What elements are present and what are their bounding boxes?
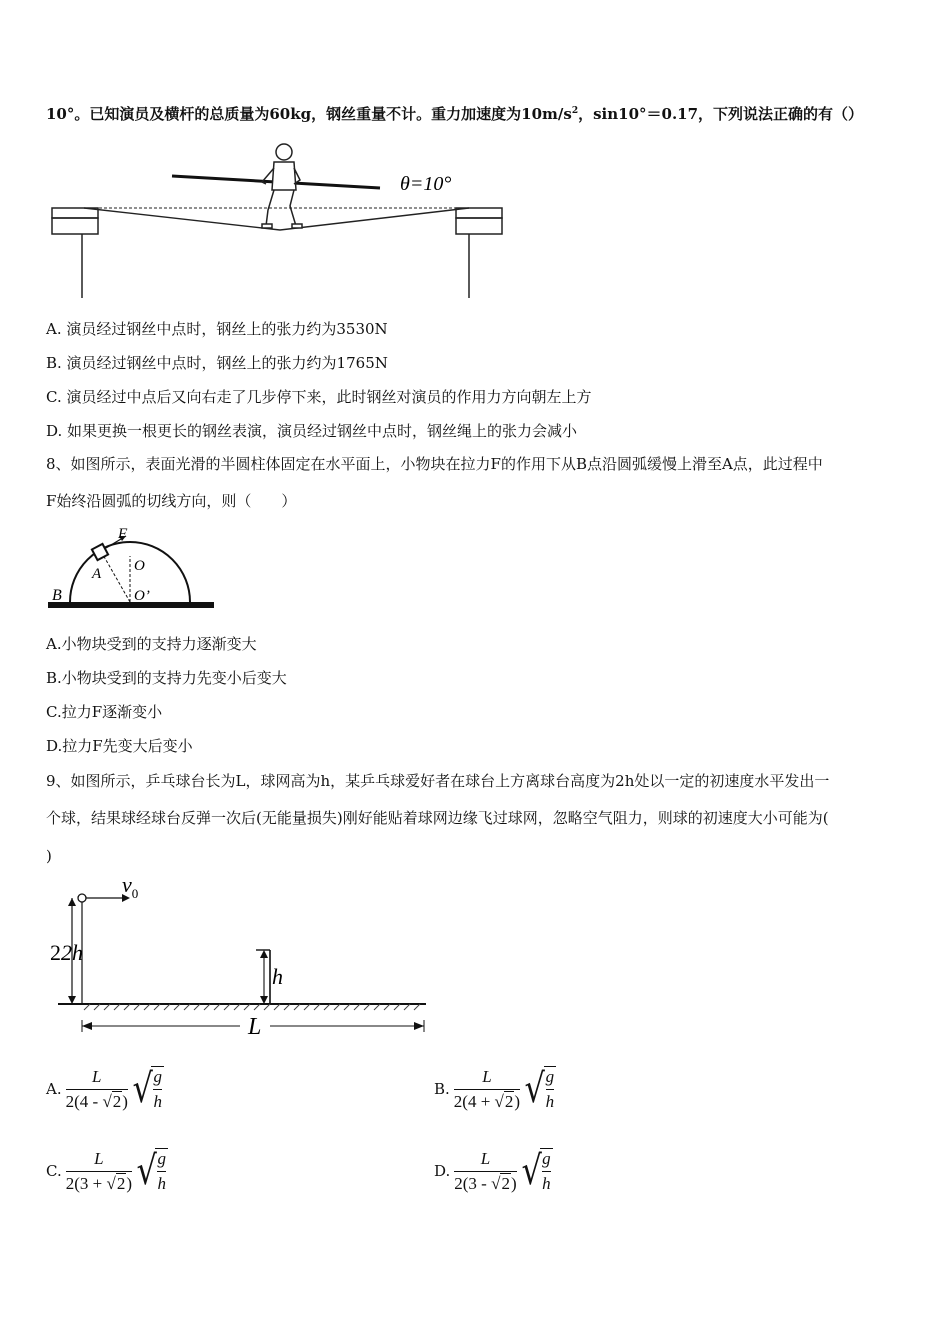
q7-tightrope-figure: [44, 140, 514, 305]
label-O: O: [134, 558, 145, 574]
q8-option-c: C.拉力F逐渐变小: [46, 703, 163, 721]
length-L-label: L: [248, 1014, 262, 1040]
q9-stem-line2: 个球，结果球经球台反弹一次后(无能量损失)刚好能贴着球网边缘飞过球网，忽略空气阻力，则球的初速度大小可能为(: [46, 809, 829, 827]
net-height-label: h: [272, 964, 283, 989]
q8-stem-line2: F始终沿圆弧的切线方向，则（ ）: [46, 492, 297, 510]
velocity-label: $v_0$: [122, 872, 139, 901]
q9-stem-line3: ): [46, 847, 52, 865]
label-F: F: [118, 526, 128, 542]
q7-option-b: B. 演员经过钢丝中点时，钢丝上的张力约为1765N: [46, 354, 388, 372]
q9-table-tennis-figure: [44, 870, 434, 1042]
q9-stem-line1: 9、如图所示，乒乓球台长为L，球网高为h，某乒乓球爱好者在球台上方离球台高度为2h处以一定的初速度水平发出一: [46, 772, 830, 790]
q8-option-b: B.小物块受到的支持力先变小后变大: [46, 669, 287, 687]
q8-stem-line1: 8、如图所示，表面光滑的半圆柱体固定在水平面上，小物块在拉力F的作用下从B点沿圆弧缓慢上滑至A点，此过程中: [46, 455, 823, 473]
q7-stem: 10°。已知演员及横杆的总质量为60kg，钢丝重量不计。重力加速度为$10m/s^2$，sin10°＝0.17，下列说法正确的有（）: [46, 105, 864, 123]
label-B: B: [52, 587, 62, 604]
performer-icon: [262, 144, 302, 228]
angle-label: θ=10°: [400, 173, 452, 195]
q9-option-c: C. $\frac{L}{2(3 + √2)}$ √ g h: [46, 1148, 166, 1194]
ball-icon: [78, 894, 86, 902]
label-A: A: [92, 566, 102, 582]
q7-option-d: D. 如果更换一根更长的钢丝表演，演员经过钢丝中点时，钢丝绳上的张力会减小: [46, 422, 578, 440]
q7-option-c: C. 演员经过中点后又向右走了几步停下来，此时钢丝对演员的作用力方向朝左上方: [46, 388, 592, 406]
q8-option-d: D.拉力F先变大后变小: [46, 737, 193, 755]
q7-option-a: A. 演员经过钢丝中点时，钢丝上的张力约为3530N: [46, 320, 388, 338]
q9-option-a: A. $\frac{L}{2(4 - √2)}$ √ g h: [46, 1066, 162, 1112]
q8-semicylinder-figure: [44, 522, 219, 617]
q9-option-b: B. $\frac{L}{2(4 + √2)}$ √ g h: [434, 1066, 555, 1112]
label-O-prime: O’: [134, 588, 150, 604]
q8-option-a: A.小物块受到的支持力逐渐变大: [46, 635, 257, 653]
height-2h-label: 22h: [50, 940, 83, 965]
q9-option-d: D. $\frac{L}{2(3 - √2)}$ √ g h: [434, 1148, 551, 1194]
